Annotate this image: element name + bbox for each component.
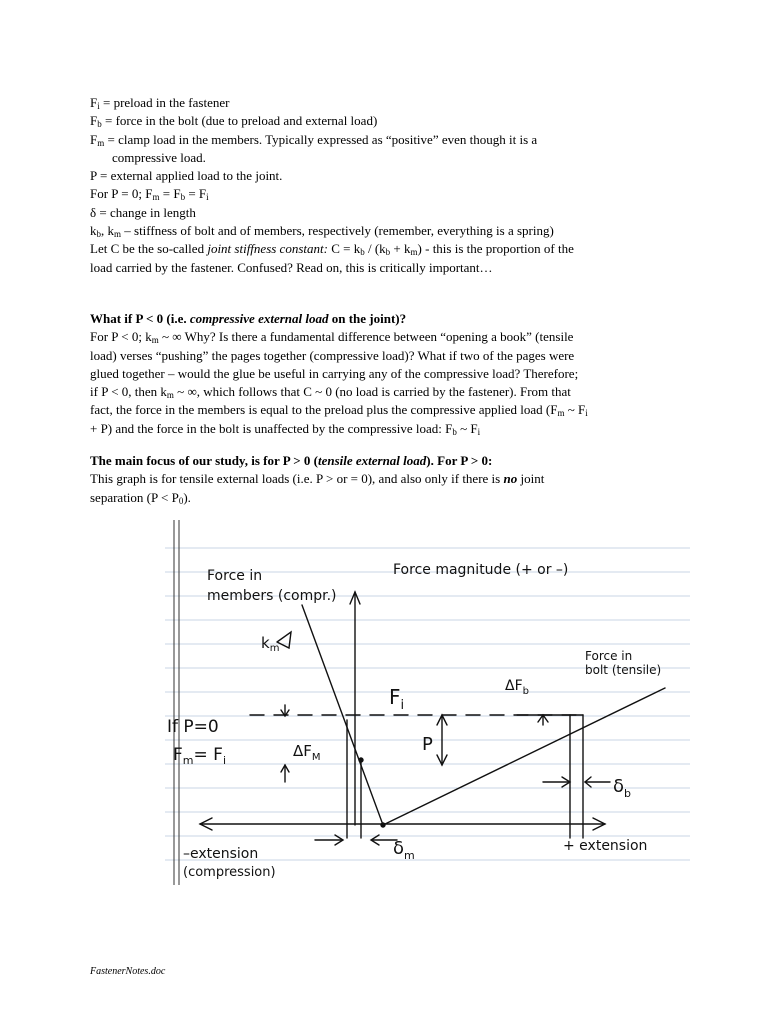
def-p: P = external applied load to the joint. [90,168,283,184]
text: C = k [327,241,361,257]
subscript: i [585,408,588,419]
def-text: = force in the bolt (due to preload and external load) [101,113,378,129]
text: + k [390,241,411,257]
text: separation (P < P [90,489,179,505]
paragraph-line [90,401,670,419]
text: ). For P > 0: [426,453,493,468]
text: For P = 0; F [90,186,153,202]
force-magnitude-label: Force magnitude (+ or –) [393,562,569,578]
paragraph-line [90,489,670,507]
bolt-line [383,688,665,825]
text: if P < 0, then k [90,384,167,400]
text: Let C be the so-called [90,241,208,257]
subscript: b [360,247,365,258]
section-heading [90,310,670,328]
text: ~ F [564,402,586,418]
text: ~ ∞ Why? Is there a fundamental difference between “opening a book” (tensile [158,329,574,345]
text: = F [185,186,207,202]
text: This graph is for tensile external loads (i.e. P > or = 0), and also only if there is [90,471,504,487]
text: ~ F [456,420,478,436]
def-text: = preload in the fastener [99,95,230,110]
footer-filename: FastenerNotes.doc [90,966,166,977]
def-fb [90,112,670,130]
origin-point [381,823,385,827]
neg-extension-label: –extension [183,846,259,862]
fm-eq-fi-label: $F_m= F_i$ [173,745,226,767]
joint-force-diagram [165,520,690,885]
force-members-label-1: Force in [207,568,263,584]
if-p-0-label: If P=0 [167,717,219,737]
p-label: P [422,734,433,755]
pos-extension-label: + extension [563,838,648,854]
paragraph-line [90,383,670,401]
symbol: F [90,131,98,147]
subscript: i [477,426,481,437]
km-label: $k_m$ [261,634,280,654]
paragraph-line [90,420,670,438]
text: What if P < 0 (i.e. [90,311,190,326]
subscript: m [410,247,418,258]
italic-term: compressive external load [189,311,329,326]
diagram-lines [200,592,665,845]
delta-b-label: $\delta_b$ [613,776,631,800]
subscript: b [180,192,186,203]
italic-term: joint stiffness constant: [207,241,328,257]
subscript: i [206,192,209,203]
def-p0 [90,185,670,203]
text: ~ ∞, which follows that C ~ 0 (no load is carried by the fastener). From that [173,384,571,400]
text: ) - this is the proportion of the [417,241,574,257]
text: ). [183,489,191,505]
paragraph-line [90,470,670,488]
text: = F [159,186,181,202]
def-delta: δ = change in length [90,204,196,220]
text: / (k [364,241,386,257]
text: on the joint)? [328,311,407,326]
subscript: b [96,229,101,240]
paragraph-line: glued together – would the glue be useful in carrying any of the compressive load? Therefore; [90,365,579,381]
subscript: 0 [178,495,184,506]
section-heading [90,452,670,470]
text: + P) and the force in the bolt is unaffected by the compressive load: F [90,420,453,436]
text: For P < 0; k [90,329,152,345]
italic-term: tensile external load [317,453,427,468]
def-fm [90,131,670,149]
text: k [90,223,97,239]
fi-label: $F_i$ [389,685,405,713]
subscript: b [97,119,102,130]
notebook-margin [174,520,179,885]
subscript: m [152,192,160,203]
symbol: F [90,95,98,110]
delta-fm-label: $\Delta F_M$ [293,742,321,763]
subscript: b [385,247,391,258]
text: – stiffness of bolt and of members, respectively (remember, everything is a spring) [121,223,554,239]
force-bolt-label-1: Force in [585,649,633,663]
def-joint-constant-cont: load carried by the fastener. Confused? Read on, this is critically important… [90,259,493,275]
diagram-labels [167,562,661,880]
symbol: F [90,113,98,129]
subscript: m [166,390,174,401]
def-text: = clamp load in the members. Typically expressed as “positive” even though it is a [104,131,538,147]
compressive-section [90,310,670,438]
tensile-section [90,452,670,507]
text: fact, the force in the members is equal to the preload plus the compressive applied load (F [90,402,558,418]
def-fi [90,94,670,112]
emphasis: no [503,471,518,487]
def-joint-constant [90,240,670,258]
compression-label: (compression) [183,865,276,880]
def-fm-cont: compressive load. [112,149,206,165]
force-members-label-2: members (compr.) [207,588,337,604]
force-bolt-label-2: bolt (tensile) [585,663,662,677]
subscript: b [452,426,457,437]
delta-m-label: $\delta_m$ [393,838,415,862]
subscript: i [97,101,100,111]
text: The main focus of our study, is for P > 0 ( [90,453,318,468]
def-stiffness [90,222,670,240]
subscript: m [114,229,122,240]
delta-fb-label: $\Delta F_b$ [505,678,529,697]
definitions-block [90,94,670,277]
text: joint [517,471,545,487]
paragraph-line: load) verses “pushing” the pages together (compressive load)? What if two of the pages were [90,347,575,363]
subscript: m [151,335,159,346]
member-point [359,758,363,762]
subscript: m [557,408,565,419]
text: , k [101,223,114,239]
paragraph-line [90,328,670,346]
subscript: m [97,137,105,148]
